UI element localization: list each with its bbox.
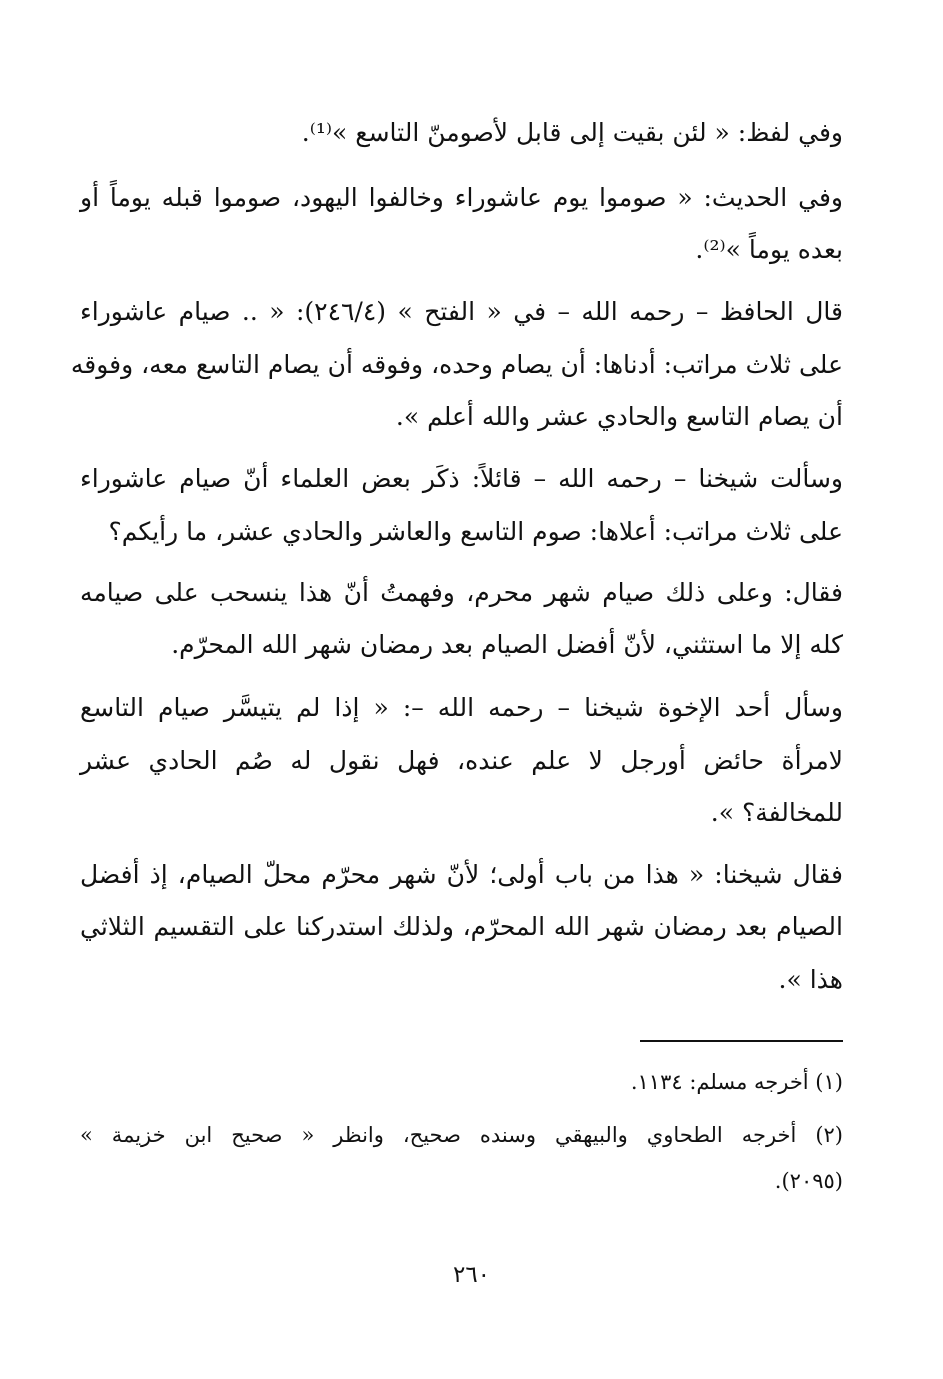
paragraph-7-line-1: فقال شيخنا: « هذا من باب أولى؛ لأنّ شهر محرّم محلّ الصيام، إذ أفضل	[80, 860, 843, 889]
paragraph-6-line-1: وسأل أحد الإخوة شيخنا – رحمه الله –: « إذا لم يتيسَّر صيام التاسع	[80, 693, 843, 722]
footnote-2-line-1: (٢) أخرجه الطحاوي والبيهقي وسنده صحيح، وانظر « صحيح ابن خزيمة »	[80, 1123, 843, 1147]
paragraph-4-line-1: وسألت شيخنا – رحمه الله – قائلاً: ذكَر بعض العلماء أنّ صيام عاشوراء	[80, 464, 843, 493]
paragraph-6-line-3: للمخالفة؟ ».	[710, 798, 843, 827]
footnote-separator	[640, 1040, 843, 1042]
paragraph-7-line-3: هذا ».	[778, 965, 843, 994]
footnote-2-line-2: (٢٠٩٥).	[774, 1169, 843, 1193]
paragraph-5-line-1: فقال: وعلى ذلك صيام شهر محرم، وفهمتُ أنّ هذا ينسحب على صيامه	[80, 578, 843, 607]
paragraph-2-line-1: وفي الحديث: « صوموا يوم عاشوراء وخالفوا اليهود، صوموا قبله يوماً أو	[80, 183, 843, 212]
paragraph-4-line-2: على ثلاث مراتب: أعلاها: صوم التاسع والعاشر والحادي عشر، ما رأيكم؟	[108, 517, 843, 546]
paragraph-1-line-1: وفي لفظ: « لئن بقيت إلى قابل لأصومنّ التاسع »⁽¹⁾.	[301, 118, 843, 147]
paragraph-3-line-1: قال الحافظ – رحمه الله – في « الفتح » (٢٤٦/٤): « .. صيام عاشوراء	[80, 297, 843, 326]
paragraph-2-line-2: بعده يوماً »⁽²⁾.	[695, 235, 843, 264]
paragraph-7-line-2: الصيام بعد رمضان شهر الله المحرّم، ولذلك استدركنا على التقسيم الثلاثي	[80, 912, 843, 941]
paragraph-3-line-2: على ثلاث مراتب: أدناها: أن يصام وحده، وفوقه أن يصام التاسع معه، وفوقه	[70, 350, 843, 379]
paragraph-5-line-2: كله إلا ما استثني، لأنّ أفضل الصيام بعد رمضان شهر الله المحرّم.	[171, 630, 843, 659]
paragraph-3-line-3: أن يصام التاسع والحادي عشر والله أعلم ».	[395, 402, 843, 431]
paragraph-6-line-2: لامرأة حائض أورجل لا علم عنده، فهل نقول له صُم الحادي عشر	[80, 746, 843, 775]
footnote-1: (١) أخرجه مسلم: ١١٣٤.	[630, 1070, 843, 1094]
page-number: ٢٦٠	[452, 1262, 491, 1288]
